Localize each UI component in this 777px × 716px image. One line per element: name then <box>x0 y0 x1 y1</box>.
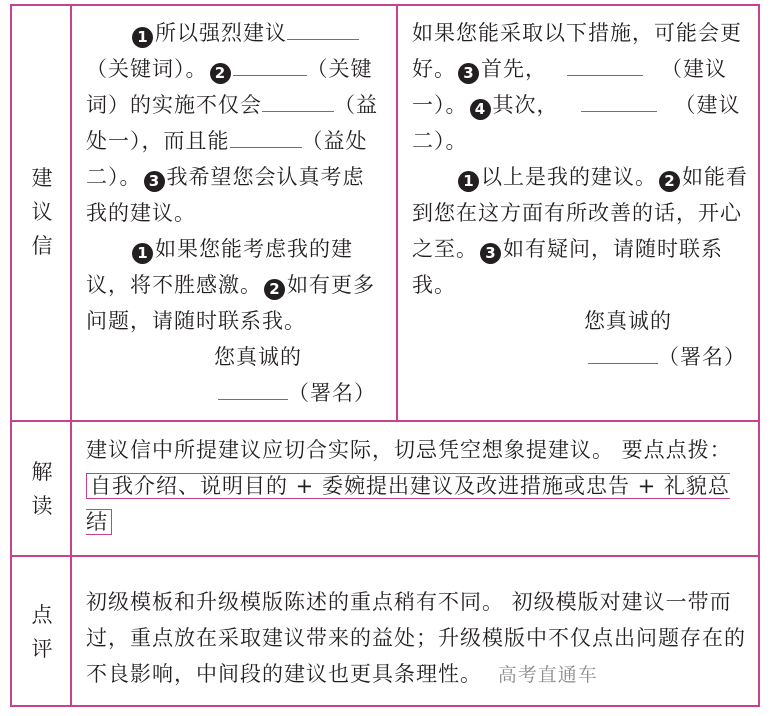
signature-label: （署名） <box>658 345 746 369</box>
label-char: 建 <box>31 166 53 190</box>
fill-blank <box>567 53 643 76</box>
label-char: 读 <box>31 493 53 518</box>
text: 其次， <box>492 93 559 117</box>
fill-blank <box>262 89 334 112</box>
fill-blank <box>230 125 302 148</box>
comment-text: 初级模板和升级模版陈述的重点稍有不同。 初级模版对建议一带而过，重点放在采取建议带来的益处；升级模版中不仅点出问题存在的不良影响，中间段的建议也更具条理性。 <box>86 590 746 686</box>
text: 如有疑问，请随时联系我。 <box>412 237 723 297</box>
advanced-paragraph-1 <box>412 15 757 159</box>
circled-number: 3 <box>458 63 479 84</box>
text: （益处二）。 <box>86 129 368 189</box>
circled-number: 1 <box>132 243 153 264</box>
circled-number: 2 <box>659 171 680 192</box>
circled-number: 3 <box>480 243 501 264</box>
advanced-closing: 您真诚的 <box>584 309 672 333</box>
row-divider-2 <box>10 555 760 557</box>
circled-number: 4 <box>470 99 491 120</box>
advanced-template-cell <box>412 15 757 375</box>
text: 首先， <box>481 57 547 81</box>
text: （关键词）。 <box>86 57 208 81</box>
fill-blank <box>233 53 307 76</box>
text: 如有更多问题，请随时联系我。 <box>86 273 375 333</box>
text: 如果您能采取以下措施，可能会更好。 <box>412 21 742 81</box>
key-points-box: 自我介绍、说明目的 + 委婉提出建议及改进措施或忠告 + 礼貌总结 <box>86 474 730 534</box>
circled-number: 2 <box>264 279 285 300</box>
basic-paragraph-2 <box>86 231 386 339</box>
fill-blank <box>218 377 288 400</box>
comment-cell <box>86 584 754 693</box>
interpretation-cell <box>86 432 754 540</box>
label-char: 议 <box>31 200 53 224</box>
label-char: 解 <box>31 459 53 484</box>
basic-paragraph-1 <box>86 15 386 231</box>
basic-closing: 您真诚的 <box>214 345 302 369</box>
label-char: 评 <box>31 637 53 661</box>
fill-blank <box>581 89 657 112</box>
advanced-paragraph-2 <box>412 159 757 303</box>
circled-number: 3 <box>144 171 165 192</box>
text: （益处一），而且能 <box>86 93 378 153</box>
signature-label: （署名） <box>288 381 376 405</box>
circled-number: 1 <box>458 171 479 192</box>
text: 如能看到您在这方面有所改善的话，开心之至。 <box>412 165 748 261</box>
fill-blank <box>287 17 359 40</box>
row-divider-1 <box>10 420 760 422</box>
row-label-comment <box>12 557 72 707</box>
text: （关键词）的实施不仅会 <box>86 57 373 117</box>
circled-number: 1 <box>132 27 153 48</box>
basic-template-cell <box>86 15 386 411</box>
row-label-letter <box>12 4 72 420</box>
template-column-divider <box>396 4 398 422</box>
text: 以上是我的建议。 <box>481 165 657 189</box>
label-char: 点 <box>31 603 53 627</box>
advanced-signature-line <box>412 339 757 375</box>
label-char: 信 <box>31 234 53 258</box>
interpretation-text: 建议信中所提建议应切合实际，切忌凭空想象提建议。 要点点拨： <box>86 438 732 462</box>
text: 如果您能考虑我的建议，将不胜感激。 <box>86 237 353 297</box>
circled-number: 2 <box>210 63 231 84</box>
basic-signature-line <box>86 375 386 411</box>
text: （建议一）。 <box>412 57 727 117</box>
text: 我希望您会认真考虑我的建议。 <box>86 165 365 225</box>
fill-blank <box>588 341 658 364</box>
text: （建议二）。 <box>412 93 741 153</box>
row-label-interpret <box>12 422 72 555</box>
watermark: 高考直通车 <box>497 664 598 686</box>
text: 所以强烈建议 <box>155 21 287 45</box>
